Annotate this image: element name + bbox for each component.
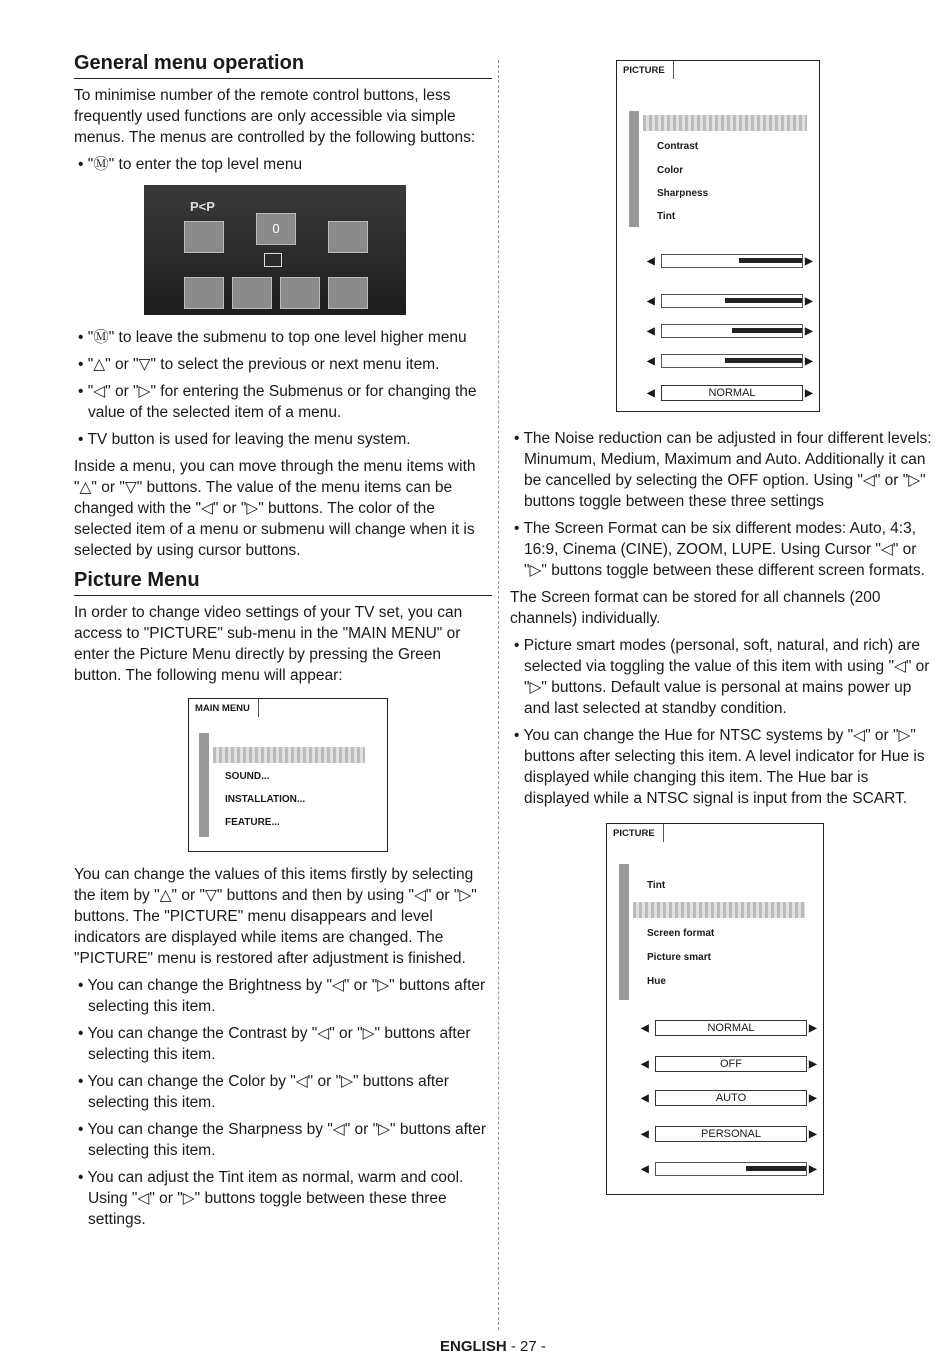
bullet-picture-smart: • Picture smart modes (personal, soft, natural, and rich) are selected via toggling the value of this item with using "◁" or "▷" buttons. Default value is personal at mains power up and last selected at standby condition.	[514, 637, 930, 717]
bullet-contrast: • You can change the Contrast by "◁" or "▷" buttons after selecting this item.	[78, 1025, 471, 1063]
menu-item-hue: Hue	[647, 976, 666, 987]
hue-slider[interactable]	[655, 1162, 807, 1176]
pip-label: P<P	[190, 199, 215, 214]
heading-picture-menu: Picture Menu	[74, 569, 492, 596]
slider-fill	[732, 328, 802, 333]
menu-item-tint: Tint	[657, 211, 676, 222]
bullet-sharpness: • You can change the Sharpness by "◁" or "▷" buttons after selecting this item.	[78, 1121, 487, 1159]
menu-item-tint: Tint	[647, 880, 666, 891]
tv-tile	[280, 277, 320, 309]
color-slider[interactable]	[661, 294, 803, 308]
footer-page-number: - 27 -	[506, 1338, 546, 1355]
left-arrow-icon: ◀	[641, 1023, 649, 1034]
right-arrow-icon: ▶	[805, 388, 813, 399]
left-arrow-icon: ◀	[641, 1059, 649, 1070]
picture-menu-panel-2	[606, 823, 824, 1195]
inside-menu-text: Inside a menu, you can move through the menu items with "△" or "▽" buttons. The value of the menu items can be changed with the "◁" or "▷" buttons. The color of the selected item of a menu or submenu will change when it is selected by using cursor buttons.	[74, 458, 476, 559]
left-arrow-icon: ◀	[641, 1093, 649, 1104]
left-arrow-icon: ◀	[641, 1164, 649, 1175]
change-values-text: You can change the values of this items firstly by selecting the item by "△" or "▽" buttons and then by using "◁" or "▷" buttons. The "PICTURE" menu disappears and level indicators are displayed while items are changed. The "PICTURE" menu is restored after adjustment is finished.	[74, 866, 477, 967]
right-arrow-icon: ▶	[805, 256, 813, 267]
left-arrow-icon: ◀	[647, 296, 655, 307]
menu-item-sharpness: Sharpness	[657, 188, 709, 199]
picture-menu-title: PICTURE	[607, 824, 664, 842]
menu-center-icon	[264, 253, 282, 267]
page-footer	[440, 1338, 546, 1355]
menu-item-feature: FEATURE...	[225, 817, 280, 828]
bullet-select-item: • "△" or "▽" to select the previous or next menu item.	[78, 356, 440, 373]
main-menu-title: MAIN MENU	[189, 699, 259, 717]
intro-text: To minimise number of the remote control buttons, less frequently used functions are only accessible via simple menus. The menus are controlled by the following buttons:	[74, 87, 476, 146]
main-menu-panel	[188, 698, 388, 852]
tile-label: 0	[272, 221, 280, 236]
picture-menu-panel-1	[616, 60, 820, 412]
heading-general-menu: General menu operation	[74, 52, 492, 79]
tv-tile	[256, 213, 296, 245]
menu-item-picture-smart: Picture smart	[647, 952, 711, 963]
selection-highlight	[643, 115, 807, 131]
right-arrow-icon: ▶	[805, 356, 813, 367]
menu-item-color: Color	[657, 165, 684, 176]
noise-reduction-value-box[interactable]: OFF	[655, 1056, 807, 1072]
left-arrow-icon: ◀	[647, 326, 655, 337]
menu-item-screen-format: Screen format	[647, 928, 715, 939]
slider-fill	[725, 298, 802, 303]
tv-tile	[184, 277, 224, 309]
picture-intro-text: In order to change video settings of your TV set, you can access to "PICTURE" sub-menu in the "MAIN MENU" or enter the Picture Menu directly by pressing the Green button. The following menu will appear:	[74, 604, 463, 684]
footer-language: ENGLISH	[440, 1338, 507, 1355]
left-column	[74, 52, 492, 1230]
bullet-tv-button: • TV button is used for leaving the menu system.	[78, 431, 411, 448]
sharpness-slider[interactable]	[661, 324, 803, 338]
right-arrow-icon: ▶	[809, 1023, 817, 1034]
bullet-screen-format: • The Screen Format can be six different modes: Auto, 4:3, 16:9, Cinema (CINE), ZOOM, LUPE. Using Cursor "◁" or "▷" buttons toggle between these different screen formats.	[514, 520, 925, 579]
right-column	[510, 60, 934, 1195]
right-arrow-icon: ▶	[809, 1164, 817, 1175]
scrollbar	[629, 111, 639, 227]
column-divider	[498, 60, 499, 1330]
slider-fill	[739, 258, 802, 263]
tv-tile	[184, 221, 224, 253]
right-arrow-icon: ▶	[809, 1059, 817, 1070]
tv-menu-screenshot	[144, 185, 406, 315]
tint-value-box[interactable]: NORMAL	[655, 1020, 807, 1036]
tv-tile	[328, 277, 368, 309]
left-arrow-icon: ◀	[641, 1129, 649, 1140]
bullet-noise-reduction: • The Noise reduction can be adjusted in four different levels: Minumum, Medium, Maximum and Auto. Additionally it can be cancelled by selecting the OFF option. Using "◁" or "▷" buttons toggle between these three settings	[514, 430, 932, 510]
tint-value-box[interactable]: NORMAL	[661, 385, 803, 401]
picture-menu-title: PICTURE	[617, 61, 674, 79]
bullet-brightness: • You can change the Brightness by "◁" or "▷" buttons after selecting this item.	[78, 977, 486, 1015]
menu-item-contrast: Contrast	[657, 141, 699, 152]
selection-highlight	[213, 747, 365, 763]
right-arrow-icon: ▶	[809, 1093, 817, 1104]
contrast-slider[interactable]	[661, 254, 803, 268]
screen-format-value-box[interactable]: AUTO	[655, 1090, 807, 1106]
right-arrow-icon: ▶	[809, 1129, 817, 1140]
picture-smart-value-box[interactable]: PERSONAL	[655, 1126, 807, 1142]
tv-tile	[328, 221, 368, 253]
right-arrow-icon: ▶	[805, 326, 813, 337]
bullet-hue: • You can change the Hue for NTSC systems by "◁" or "▷" buttons after selecting this item. A level indicator for Hue is displayed while changing this item. The Hue bar is displayed while a NTSC signal is input from the SCART.	[514, 727, 925, 807]
tint-slider[interactable]	[661, 354, 803, 368]
bullet-color: • You can change the Color by "◁" or "▷" buttons after selecting this item.	[78, 1073, 449, 1111]
scrollbar	[619, 864, 629, 1000]
scrollbar	[199, 733, 209, 837]
slider-fill	[746, 1166, 806, 1171]
bullet-enter-menu: • "Ⓜ" to enter the top level menu	[78, 156, 303, 173]
bullet-leave-submenu: • "Ⓜ" to leave the submenu to top one level higher menu	[78, 329, 467, 346]
bullet-tint: • You can adjust the Tint item as normal, warm and cool. Using "◁" or "▷" buttons toggle between these three settings.	[78, 1169, 464, 1228]
tv-tile	[232, 277, 272, 309]
slider-fill	[725, 358, 802, 363]
selection-highlight	[633, 902, 805, 918]
left-arrow-icon: ◀	[647, 388, 655, 399]
screen-format-text: The Screen format can be stored for all channels (200 channels) individually.	[510, 589, 881, 627]
menu-item-sound: SOUND...	[225, 771, 270, 782]
right-arrow-icon: ▶	[805, 296, 813, 307]
left-arrow-icon: ◀	[647, 356, 655, 367]
left-arrow-icon: ◀	[647, 256, 655, 267]
bullet-enter-submenu: • "◁" or "▷" for entering the Submenus or for changing the value of the selected item of a menu.	[78, 383, 477, 421]
menu-item-installation: INSTALLATION...	[225, 794, 306, 805]
